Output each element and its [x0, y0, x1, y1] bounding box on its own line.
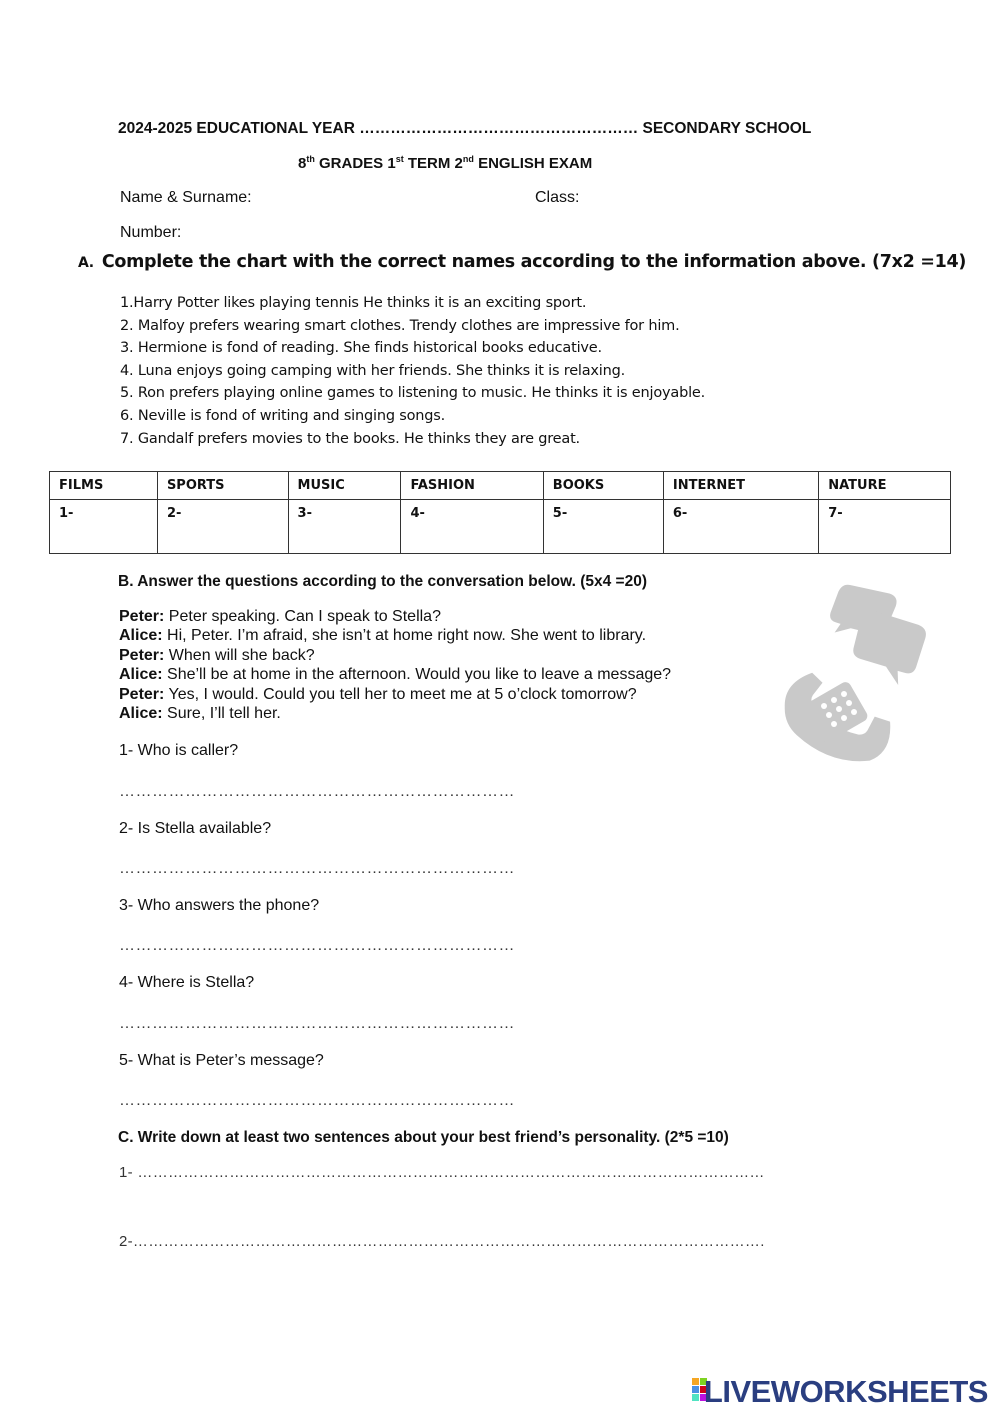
chart-answer-cell[interactable]: 4- [401, 500, 543, 554]
line-text: Yes, I would. Could you tell her to meet me at 5 o’clock tomorrow? [164, 685, 637, 703]
speaker: Alice: [119, 627, 163, 645]
chart-answer-cell[interactable]: 6- [663, 500, 818, 554]
chart-header-fashion: FASHION [401, 472, 543, 500]
chart-header-nature: NATURE [819, 472, 951, 500]
liveworksheets-brand: LIVEWORKSHEETS [703, 1374, 988, 1409]
chart-header-sports: SPORTS [157, 472, 288, 500]
writing-line-1[interactable]: 1- …………………………………………………………………………………………………………… [119, 1164, 765, 1181]
writing-line-2[interactable]: 2-……………………………………………………………………………………………………………. [119, 1233, 765, 1250]
chart-answer-cell[interactable]: 2- [157, 500, 288, 554]
conversation [119, 607, 671, 723]
exam-suffix: nd [462, 154, 474, 164]
statement: 1.Harry Potter likes playing tennis He thinks it is an exciting sport. [120, 295, 587, 311]
school-year-header: 2024-2025 EDUCATIONAL YEAR ……………………………………………… SECONDARY SCHOOL [118, 120, 812, 137]
chart-header-internet: INTERNET [663, 472, 818, 500]
conversation-line [119, 607, 671, 626]
chart-answer-cell[interactable]: 5- [543, 500, 663, 554]
speaker: Peter: [119, 646, 165, 664]
section-b-heading [118, 573, 647, 591]
statement: 7. Gandalf prefers movies to the books. He thinks they are great. [120, 430, 580, 447]
exam-title [298, 155, 592, 172]
grade-suffix: th [306, 154, 315, 164]
section-b-instruction: B. Answer the questions according to the conversation below [118, 573, 572, 590]
statement: 4. Luna enjoys going camping with her friends. She thinks it is relaxing. [120, 362, 626, 379]
section-a-heading [78, 252, 966, 272]
question-4: 4- Where is Stella? [119, 974, 255, 991]
conversation-line [119, 646, 671, 665]
question-2: 2- Is Stella available? [119, 820, 272, 837]
exam-word: ENGLISH EXAM [473, 155, 593, 172]
section-a-label: A. [78, 255, 94, 271]
section-a-instruction: Complete the chart with the correct names according to the information above. (7x2 =14) [101, 252, 967, 272]
grades-word: GRADES 1 [314, 155, 396, 172]
question-1: 1- Who is caller? [119, 742, 239, 759]
line-text: She’ll be at home in the afternoon. Would you like to leave a message? [162, 666, 672, 684]
chart-answer-cell[interactable]: 7- [819, 500, 951, 554]
conversation-line [119, 626, 671, 645]
chart-header-films: FILMS [50, 472, 158, 500]
section-c-heading: C. Write down at least two sentences about your best friend’s personality. (2*5 =10) [118, 1129, 729, 1146]
chart-header-music: MUSIC [288, 472, 401, 500]
term-suffix: st [395, 154, 404, 164]
category-chart [49, 471, 951, 554]
answer-line-2[interactable]: ……………………………………………………………… [119, 860, 515, 877]
phone-chat-icon [770, 578, 940, 768]
answer-line-5[interactable]: ……………………………………………………………… [119, 1092, 515, 1109]
speaker: Alice: [119, 666, 163, 684]
line-text: Hi, Peter. I’m afraid, she isn’t at home right now. She went to library. [162, 627, 647, 645]
speaker: Peter: [119, 685, 165, 703]
speaker: Peter: [119, 608, 165, 625]
statement: 6. Neville is fond of writing and singing songs. [120, 407, 446, 424]
conversation-line [119, 685, 671, 704]
statement: 2. Malfoy prefers wearing smart clothes. Trendy clothes are impressive for him. [120, 317, 680, 334]
chart-answer-cell[interactable]: 3- [288, 500, 401, 554]
number-field[interactable]: Number: [120, 224, 182, 241]
class-field[interactable]: Class: [535, 189, 580, 206]
section-a-statements [120, 292, 705, 450]
statement: 5. Ron prefers playing online games to listening to music. He thinks it is enjoyable. [120, 385, 706, 402]
chart-answer-cell[interactable]: 1- [50, 500, 158, 554]
answer-line-1[interactable]: ……………………………………………………………… [119, 783, 515, 800]
chart-answer-row [50, 500, 951, 554]
statement: 3. Hermione is fond of reading. She finds historical books educative. [120, 340, 602, 357]
section-b-points: . (5x4 =20) [571, 573, 647, 590]
answer-line-3[interactable]: ……………………………………………………………… [119, 937, 515, 954]
conversation-line [119, 704, 671, 723]
speaker: Alice: [119, 705, 163, 723]
line-text: Sure, I’ll tell her. [162, 705, 281, 723]
grade-number: 8 [298, 155, 307, 172]
line-text: Peter speaking. Can I speak to Stella? [164, 608, 441, 625]
question-3: 3- Who answers the phone? [119, 897, 320, 914]
line-text: When will she back? [164, 646, 315, 664]
answer-line-4[interactable]: ……………………………………………………………… [119, 1015, 515, 1032]
conversation-line [119, 665, 671, 684]
question-5: 5- What is Peter’s message? [119, 1052, 324, 1069]
term-word: TERM 2 [403, 155, 463, 172]
chart-header-row [50, 472, 951, 500]
name-surname-field[interactable]: Name & Surname: [120, 189, 252, 206]
chart-header-books: BOOKS [543, 472, 663, 500]
